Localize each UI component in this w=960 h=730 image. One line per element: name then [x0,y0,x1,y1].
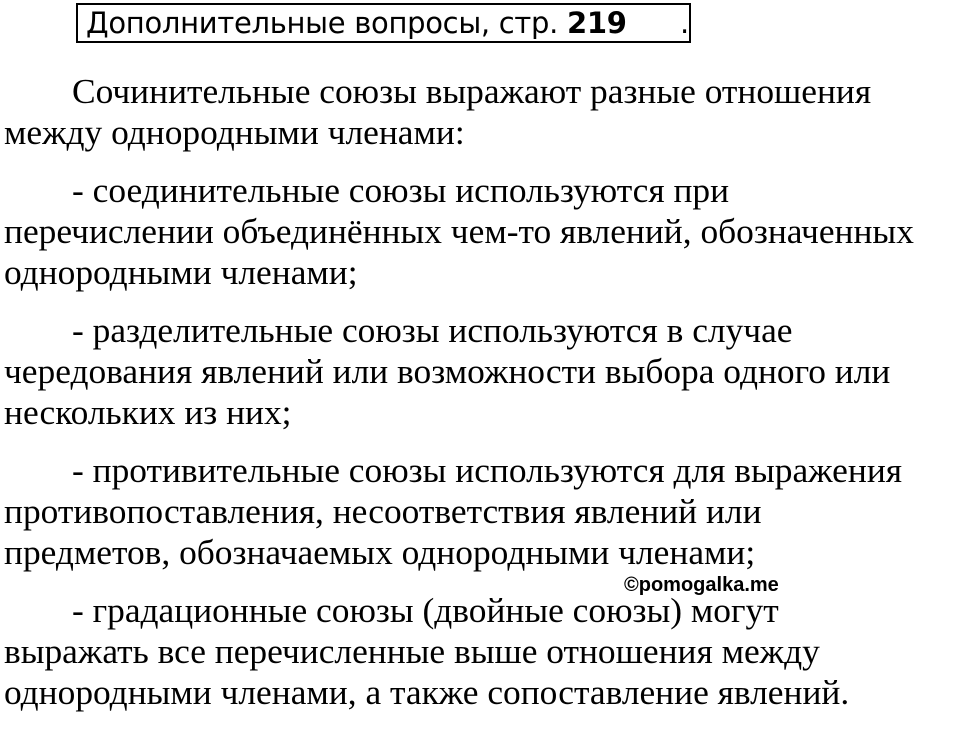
text-line: однородными членами; [4,252,358,292]
paragraph-gradational-conjunctions [4,590,954,713]
text-line: между однородными членами: [4,112,465,152]
site-watermark: ©pomogalka.me [624,574,779,596]
paragraph-adversative-conjunctions [4,450,954,573]
text-line: предметов, обозначаемых однородными членами; [4,532,756,572]
section-heading [76,3,691,43]
text-line: однородными членами, а также сопоставление явлений. [4,672,850,712]
paragraph-intro [4,71,954,153]
answer-text [4,71,954,730]
paragraph-disjunctive-conjunctions [4,310,954,433]
paragraph-connective-conjunctions [4,170,954,293]
text-line: - противительные союзы используются для выражения [72,450,903,490]
heading-page-number: 219 [566,6,627,40]
text-line: противопоставления, несоответствия явлений или [4,491,762,531]
text-line: - соединительные союзы используются при [72,170,730,210]
text-line: Сочинительные союзы выражают разные отношения [72,71,872,111]
text-line: чередования явлений или возможности выбора одного или [4,351,891,391]
heading-trailing-dot: . [680,6,690,40]
heading-prefix: Дополнительные вопросы, стр. [86,6,559,40]
text-line: - разделительные союзы используются в случае [72,310,793,350]
text-line: нескольких из них; [4,392,292,432]
text-line: - градационные союзы (двойные союзы) могут [72,590,779,630]
text-line: перечислении объединённых чем-то явлений, обозначенных [4,211,914,251]
text-line: выражать все перечисленные выше отношения между [4,631,820,671]
